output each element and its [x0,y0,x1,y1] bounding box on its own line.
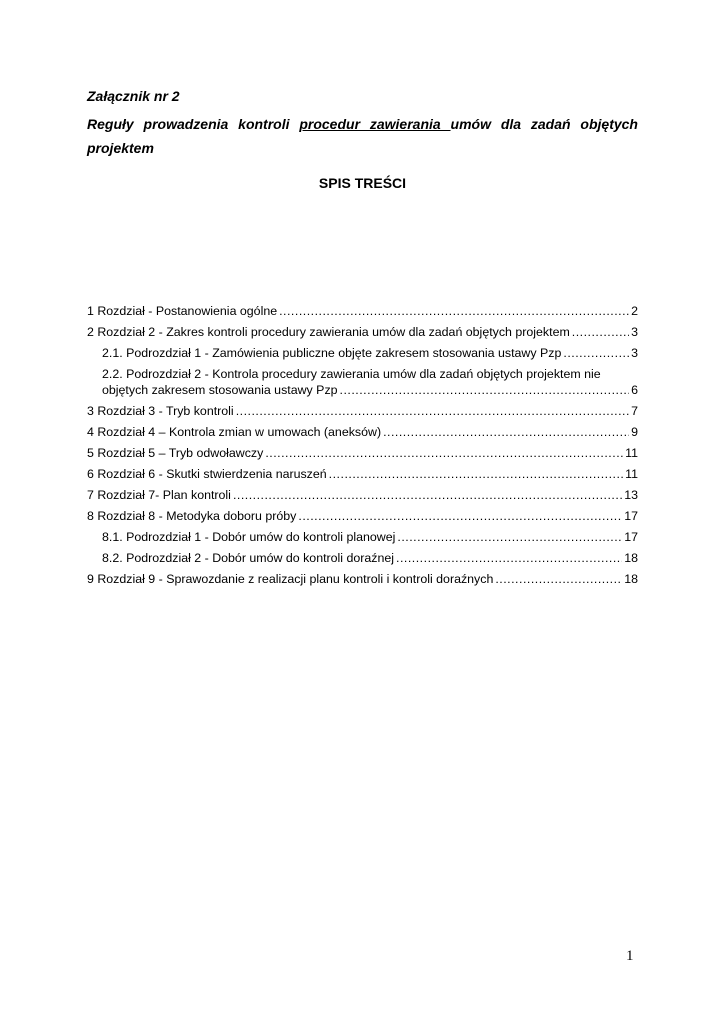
toc-leader-dots [329,466,623,482]
toc-leader-dots [279,303,629,319]
toc-entry-label: 5 Rozdział 5 – Tryb odwoławczy [87,446,264,460]
title-part-1: Reguły prowadzenia kontroli [87,116,300,132]
toc-leader-dots [563,345,629,361]
document-header [87,84,638,160]
toc-entry-8-2[interactable] [87,550,638,566]
page-number: 1 [626,948,634,964]
toc-entry-label: 9 Rozdział 9 - Sprawozdanie z realizacji planu kontroli i kontroli doraźnych [87,572,494,586]
toc-entry-label: 4 Rozdział 4 – Kontrola zmian w umowach (aneksów) [87,425,382,439]
toc-leader-dots [572,324,629,340]
toc-leader-dots [397,529,622,545]
toc-entry-label: 8 Rozdział 8 - Metodyka doboru próby [87,509,297,523]
toc-leader-dots [383,424,629,440]
toc-entry-page: 6 [631,383,638,397]
toc-leader-dots [236,403,629,419]
toc-entry-label: 2 Rozdział 2 - Zakres kontroli procedury zawierania umów dla zadań objętych projektem [87,325,570,339]
toc-leader-dots [265,445,623,461]
toc-entry-page: 11 [625,467,638,481]
toc-entry-3[interactable] [87,403,638,419]
toc-entry-1[interactable] [87,303,638,319]
toc-leader-dots [233,487,622,503]
title-underlined-part: procedur zawierania [299,116,451,132]
toc-leader-dots [340,382,630,398]
toc-entry-5[interactable] [87,445,638,461]
toc-entry-page: 18 [624,551,638,565]
document-title [87,112,638,160]
toc-entry-label: 7 Rozdział 7- Plan kontroli [87,488,231,502]
annex-label: Załącznik nr 2 [87,88,180,104]
toc-entry-label: 6 Rozdział 6 - Skutki stwierdzenia naruszeń [87,467,327,481]
toc-entry-page: 3 [631,325,638,339]
toc-entry-page: 9 [631,425,638,439]
toc-entry-page: 18 [624,572,638,586]
toc-heading: SPIS TREŚCI [318,175,407,191]
toc-entry-label: 1 Rozdział - Postanowienia ogólne [87,304,278,318]
toc-entry-label: 8.2. Podrozdział 2 - Dobór umów do kontroli doraźnej [102,551,395,565]
toc-entry-8[interactable] [87,508,638,524]
toc-entry-label-line-2: objętych zakresem stosowania ustawy Pzp [102,383,338,397]
toc-entry-2-1[interactable] [87,345,638,361]
toc-entry-8-1[interactable] [87,529,638,545]
toc-entry-label: 3 Rozdział 3 - Tryb kontroli [87,404,234,418]
toc-entry-label-line-1: 2.2. Podrozdział 2 - Kontrola procedury zawierania umów dla zadań objętych projektem nie [102,367,601,381]
toc-entry-6[interactable] [87,466,638,482]
title-part-2: umów dla zadań objętych projektem [87,116,638,156]
toc-entry-page: 3 [631,346,638,360]
toc-entry-page: 11 [625,446,638,460]
toc-entry-2-2[interactable] [87,366,638,398]
toc-leader-dots [298,508,622,524]
toc-entry-page: 13 [624,488,638,502]
table-of-contents [87,303,638,592]
toc-entry-4[interactable] [87,424,638,440]
toc-entry-7[interactable] [87,487,638,503]
toc-entry-label: 2.1. Podrozdział 1 - Zamówienia publiczne objęte zakresem stosowania ustawy Pzp [102,346,562,360]
toc-entry-9[interactable] [87,571,638,587]
toc-entry-label: 8.1. Podrozdział 1 - Dobór umów do kontroli planowej [102,530,396,544]
toc-entry-page: 17 [624,509,638,523]
toc-leader-dots [495,571,622,587]
toc-entry-page: 17 [624,530,638,544]
toc-entry-page: 7 [631,404,638,418]
toc-entry-2[interactable] [87,324,638,340]
toc-entry-page: 2 [631,304,638,318]
toc-leader-dots [396,550,622,566]
